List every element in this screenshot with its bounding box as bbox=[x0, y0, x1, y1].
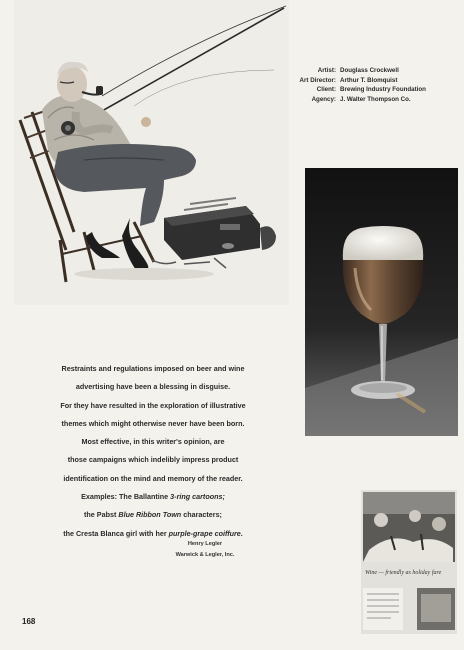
text-line: Restraints and regulations imposed on beer and wine bbox=[61, 364, 245, 373]
text-line: those campaigns which indelibly impress product bbox=[67, 455, 239, 465]
credit-label: Art Director: bbox=[299, 76, 336, 84]
credit-value: J. Walter Thompson Co. bbox=[340, 95, 411, 103]
credit-label: Client: bbox=[316, 86, 336, 94]
credit-client bbox=[292, 85, 462, 95]
text-emphasis: purple-grape coiffure bbox=[168, 528, 241, 538]
credit-art-director bbox=[292, 76, 462, 86]
signature bbox=[150, 539, 260, 560]
text-emphasis: 3-ring cartoons; bbox=[170, 492, 225, 502]
text-segment: the Cresta Blanca girl with her bbox=[63, 528, 169, 538]
beer-glass-photo bbox=[305, 168, 458, 436]
text-line bbox=[22, 488, 284, 506]
credits-block bbox=[292, 66, 462, 104]
credit-value: Brewing Industry Foundation bbox=[340, 86, 426, 94]
credit-label: Artist: bbox=[317, 67, 336, 74]
fisherman-illustration bbox=[14, 0, 289, 305]
signature-name: Henry Legler bbox=[187, 541, 223, 547]
text-segment: Examples: The Ballantine bbox=[81, 492, 171, 502]
credit-artist bbox=[292, 66, 462, 76]
text-segment: the Pabst bbox=[84, 510, 119, 520]
credit-agency bbox=[292, 95, 462, 105]
text-line: identification on the mind and memory of the reader. bbox=[63, 473, 243, 483]
text-segment: . bbox=[240, 528, 243, 538]
text-emphasis: Blue Ribbon Town bbox=[118, 510, 182, 520]
credit-label: Agency: bbox=[311, 95, 336, 103]
wine-ad-thumbnail bbox=[361, 490, 457, 634]
text-line: advertising have been a blessing in disguise. bbox=[75, 382, 231, 392]
credit-value: Arthur T. Blomquist bbox=[340, 76, 398, 84]
text-segment: characters; bbox=[181, 510, 222, 520]
signature-company: Warwick & Legler, Inc. bbox=[175, 551, 235, 558]
credit-value: Douglass Crockwell bbox=[340, 67, 399, 74]
text-line: Most effective, in this writer's opinion, are bbox=[81, 437, 225, 447]
editorial-text bbox=[22, 360, 284, 543]
page-number: 168 bbox=[22, 617, 36, 626]
thumbnail-caption: Wine — friendly as holiday fare bbox=[365, 570, 442, 576]
text-line: themes which might otherwise never have been born. bbox=[61, 418, 245, 428]
text-line bbox=[22, 506, 284, 524]
text-line: For they have resulted in the exploration of illustrative bbox=[60, 400, 246, 410]
